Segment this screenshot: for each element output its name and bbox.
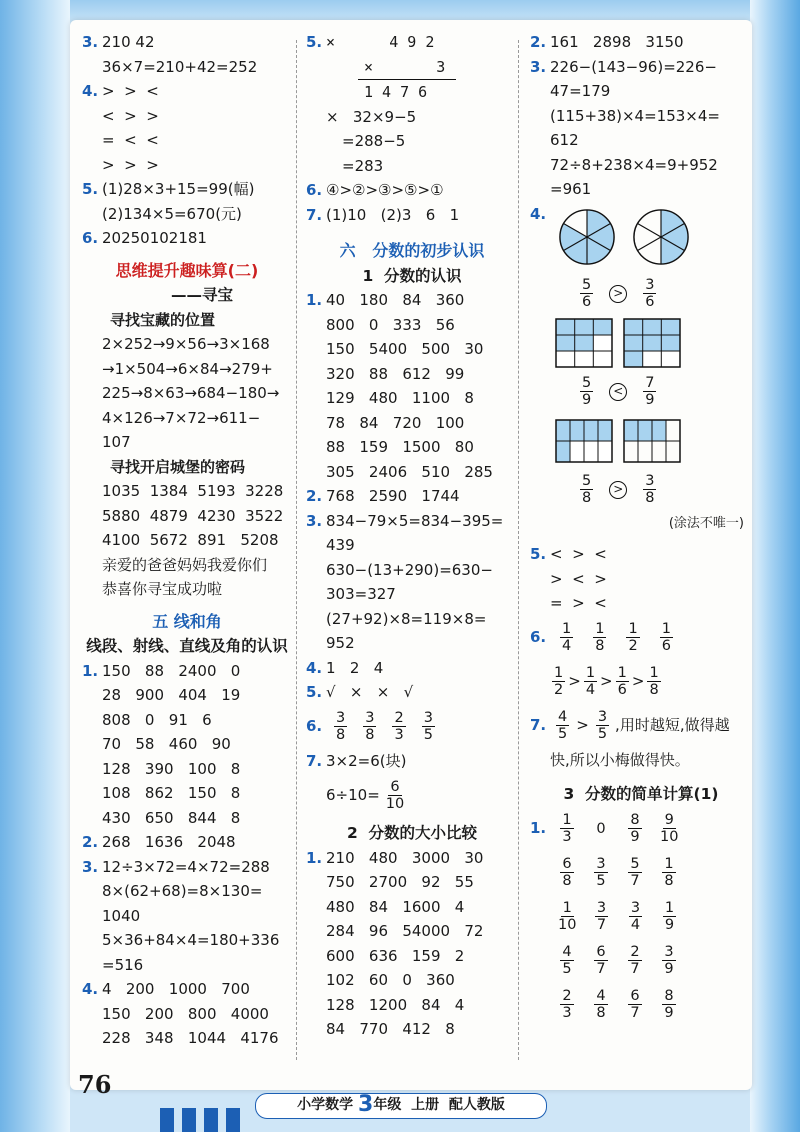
- denominator: 10: [558, 917, 577, 933]
- answer-text: 439: [326, 536, 355, 554]
- answer-text: 320 88 612 99: [326, 364, 465, 383]
- denominator: 7: [630, 1005, 640, 1021]
- answer-text: 225→8×63→684−180→: [102, 384, 280, 402]
- fraction: [626, 900, 644, 933]
- numerator: 6: [562, 856, 572, 872]
- item-number: 5.: [306, 33, 323, 51]
- item-number: 1.: [306, 848, 323, 867]
- fraction-row: [530, 807, 752, 851]
- fraction: [592, 900, 610, 933]
- answer-text: 834−79×5=834−395=: [326, 511, 504, 530]
- denominator: 5: [558, 726, 568, 742]
- fraction: [558, 856, 576, 889]
- fraction: [593, 621, 606, 654]
- fraction: [660, 812, 678, 845]
- denominator: 7: [596, 961, 606, 977]
- fraction-list: [326, 710, 443, 743]
- footer-grade: 年级: [373, 1097, 402, 1113]
- answer-text: 47=179: [550, 82, 611, 100]
- denominator: 8: [365, 727, 375, 743]
- section-subheading: 寻找宝藏的位置: [110, 310, 216, 329]
- numerator: 1: [562, 900, 572, 916]
- fraction-list: [550, 621, 683, 654]
- answer-text: 6÷10=: [326, 785, 380, 804]
- answer-text: 28 900 404 19: [102, 686, 241, 704]
- answer-text: 800 0 333 56: [326, 315, 455, 334]
- fraction: [558, 900, 576, 933]
- footer-grade-number: 3: [358, 1092, 374, 1117]
- answer-text: =516: [102, 955, 144, 974]
- fraction-ordering: [530, 660, 752, 704]
- numerator: 1: [562, 812, 572, 828]
- numerator: 3: [365, 710, 375, 726]
- fraction: [580, 375, 593, 408]
- fraction: [363, 710, 376, 743]
- comparison-symbol: >: [609, 285, 627, 303]
- numerator: 1: [554, 665, 564, 681]
- grid-ninths-shaded-5: [555, 318, 613, 368]
- numerator: 1: [664, 900, 675, 916]
- item-number: 7.: [306, 751, 323, 770]
- fraction: [596, 709, 609, 742]
- fraction: [643, 277, 656, 310]
- item-number: 2.: [530, 33, 547, 51]
- numerator: 1: [664, 856, 674, 872]
- numerator: 1: [595, 621, 605, 637]
- fraction: [660, 900, 678, 933]
- denominator: 8: [562, 873, 572, 889]
- footer-subject: 小学数学: [297, 1097, 354, 1113]
- fraction: [558, 812, 576, 845]
- numerator: 2: [562, 988, 572, 1004]
- fraction: [643, 375, 656, 408]
- denominator: 4: [585, 682, 596, 698]
- answer-text: (1)28×3+15=99(幅): [102, 180, 255, 198]
- answer-text: 161 2898 3150: [550, 33, 684, 51]
- denominator: 9: [645, 392, 655, 408]
- denominator: 9: [582, 392, 592, 408]
- right-border: [750, 0, 800, 1132]
- denominator: 8: [596, 1005, 606, 1021]
- numerator: 3: [597, 709, 608, 725]
- item-number: 2.: [82, 833, 99, 851]
- answer-text: 268 1636 2048: [102, 833, 236, 851]
- decorative-stripe: [226, 1108, 240, 1132]
- numerator: 2: [394, 710, 404, 726]
- item-number: 3.: [82, 33, 99, 51]
- circle-sixths-shaded-3: [632, 208, 690, 266]
- item-number: 4.: [82, 980, 99, 998]
- item-number: 6.: [530, 628, 547, 647]
- answer-text: =288−5: [342, 132, 406, 150]
- answer-text: 5×36+84×4=180+336: [102, 931, 280, 949]
- denominator: 4: [630, 917, 641, 933]
- denominator: 6: [645, 294, 655, 310]
- section-subheading: ——寻宝: [170, 286, 233, 304]
- unit-heading: 五 线和角: [152, 611, 222, 631]
- answer-text: 亲爱的爸爸妈妈我爱你们: [102, 555, 268, 574]
- item-number: 5.: [82, 180, 99, 198]
- comparison-symbol: >: [609, 481, 627, 499]
- comparison-symbol: >: [568, 672, 581, 691]
- numerator: 8: [630, 812, 640, 828]
- denominator: 8: [595, 638, 605, 654]
- answer-text: 3×2=6(块): [326, 751, 407, 770]
- item-number: 5.: [306, 683, 323, 701]
- decorative-stripe: [204, 1108, 218, 1132]
- numerator: 5: [582, 277, 592, 293]
- answer-text: 恭喜你寻宝成功啦: [102, 580, 223, 598]
- numerator: 1: [617, 665, 627, 681]
- answer-text: 612: [550, 131, 579, 149]
- answer-text: 305 2406 510 285: [326, 462, 493, 481]
- fraction: [560, 621, 573, 654]
- answer-text: 210 480 3000 30: [326, 848, 484, 867]
- answer-text: (2)134×5=670(元): [102, 204, 242, 223]
- comparison-symbol: >: [631, 672, 645, 691]
- numerator: 1: [661, 621, 671, 637]
- column-divider: [518, 40, 519, 1060]
- item-number: 4.: [82, 82, 99, 100]
- numerator: 4: [562, 944, 572, 960]
- answer-text: →1×504→6×84→279+: [102, 359, 273, 378]
- numerator: 3: [336, 710, 346, 726]
- numerator: 5: [630, 856, 640, 872]
- fraction-row: [530, 983, 752, 1027]
- answer-text: 8×(62+68)=8×130=: [102, 882, 263, 900]
- footer-term: 上册: [411, 1097, 440, 1113]
- fraction: [592, 856, 610, 889]
- numerator: 3: [596, 856, 606, 872]
- answer-text: 228 348 1044 4176: [102, 1029, 279, 1047]
- answer-text: =283: [342, 156, 384, 175]
- answer-text: 750 2700 92 55: [326, 873, 474, 891]
- footer-edition: 配人教版: [448, 1097, 505, 1113]
- denominator: 8: [649, 682, 659, 698]
- column-3: [530, 30, 752, 1027]
- denominator: 5: [597, 726, 608, 742]
- answer-text: 36×7=210+42=252: [102, 57, 258, 76]
- item-number: 6.: [306, 181, 323, 199]
- lesson-heading: 1 分数的认识: [362, 266, 462, 285]
- item-number: 7.: [306, 205, 323, 224]
- numerator: 3: [630, 900, 641, 916]
- circle-sixths-shaded-5: [558, 208, 616, 266]
- column-2: [306, 30, 518, 1042]
- denominator: 8: [582, 490, 592, 506]
- answer-text: 72÷8+238×4=9+952: [550, 155, 718, 174]
- answer-text: < > <: [550, 545, 607, 563]
- numerator: 4: [558, 709, 568, 725]
- numerator: 6: [630, 988, 640, 1004]
- item-number: 5.: [530, 545, 547, 563]
- numerator: 1: [628, 621, 638, 637]
- item-number: 3.: [306, 511, 323, 530]
- numerator: 1: [585, 665, 596, 681]
- answer-text: 808 0 91 6: [102, 710, 212, 729]
- answer-text: 150 5400 500 30: [326, 340, 484, 358]
- denominator: 6: [661, 638, 671, 654]
- answer-text: = > <: [550, 594, 607, 612]
- item-number: 4.: [306, 658, 323, 677]
- section-subheading: 寻找开启城堡的密码: [110, 457, 246, 476]
- fraction-comparison: [530, 370, 752, 414]
- answer-text: 4×126→7×72→611−: [102, 408, 261, 427]
- denominator: 2: [554, 682, 564, 698]
- fraction: [386, 779, 404, 812]
- fraction: [592, 988, 610, 1021]
- fraction-row: [530, 895, 752, 939]
- fraction: [552, 665, 565, 698]
- answer-text: 4 200 1000 700: [102, 980, 250, 998]
- fraction-comparison: [530, 468, 752, 512]
- answer-text: 108 862 150 8: [102, 784, 241, 802]
- answer-text: 20250102181: [102, 229, 207, 247]
- section-heading: 思维提升趣味算(二): [115, 260, 259, 280]
- answer-text: 107: [102, 433, 131, 451]
- denominator: 8: [664, 873, 674, 889]
- answer-text: 284 96 54000 72: [326, 922, 484, 940]
- fraction: [422, 710, 435, 743]
- answer-text: 70 58 460 90: [102, 735, 231, 753]
- item-number: 4.: [530, 204, 547, 223]
- numerator: 3: [664, 944, 674, 960]
- denominator: 10: [385, 795, 405, 812]
- answer-text: 1040: [102, 906, 141, 925]
- denominator: 9: [664, 961, 674, 977]
- item-number: 1.: [306, 291, 323, 309]
- fraction-row: [530, 939, 752, 983]
- grid-eighths-shaded-5: [555, 419, 613, 463]
- answer-text: 430 650 844 8: [102, 808, 241, 827]
- answer-text: > < >: [550, 569, 607, 588]
- fraction: [660, 988, 678, 1021]
- denominator: 6: [617, 682, 627, 698]
- item-number: 6.: [82, 229, 99, 247]
- decorative-stripe: [160, 1108, 174, 1132]
- denominator: 10: [660, 829, 679, 845]
- fraction: [626, 988, 644, 1021]
- fraction: [660, 621, 673, 654]
- answer-text: 2×252→9×56→3×168: [102, 335, 270, 353]
- numerator: 3: [423, 710, 433, 726]
- multiplier-line: × 3: [364, 57, 446, 76]
- answer-text: > > >: [102, 155, 159, 174]
- grid-eighths-shaded-3: [623, 419, 681, 463]
- answer-text: 226−(143−96)=226−: [550, 57, 717, 76]
- fraction: [626, 944, 644, 977]
- answer-text: (115+38)×4=153×4=: [550, 106, 720, 125]
- left-border: [0, 0, 70, 1132]
- fraction: [558, 988, 576, 1021]
- item-number: 1.: [530, 819, 547, 838]
- fraction: 0: [596, 820, 606, 837]
- footer-banner: [255, 1093, 547, 1119]
- fraction: [643, 473, 656, 506]
- fraction: [580, 277, 593, 310]
- item-number: 1.: [82, 661, 99, 680]
- denominator: 5: [562, 961, 572, 977]
- answer-text: < > >: [102, 106, 159, 125]
- item-number: 7.: [530, 716, 547, 735]
- numerator: 1: [562, 621, 572, 637]
- comparison-symbol: <: [609, 383, 627, 401]
- answer-text: 150 200 800 4000: [102, 1004, 269, 1023]
- denominator: 9: [664, 917, 675, 933]
- denominator: 3: [562, 1005, 572, 1021]
- answer-text: 1 2 4: [326, 658, 384, 677]
- fraction: [380, 779, 410, 812]
- item-number: 6.: [306, 717, 323, 736]
- lesson-heading: 3 分数的简单计算(1): [563, 785, 719, 803]
- denominator: 7: [596, 917, 607, 933]
- fraction: [392, 710, 405, 743]
- note-text: (涂法不唯一): [668, 515, 744, 531]
- answer-text: = < <: [102, 131, 159, 149]
- numerator: 3: [645, 473, 655, 489]
- denominator: 9: [630, 829, 640, 845]
- numerator: 6: [596, 944, 606, 960]
- answer-text: ,用时越短,做得越: [615, 716, 730, 735]
- comparison-symbol: >: [600, 672, 613, 691]
- fraction: [584, 665, 597, 698]
- numerator: 5: [582, 473, 592, 489]
- answer-text: 88 159 1500 80: [326, 438, 474, 456]
- fraction-row: [530, 851, 752, 895]
- fraction: [626, 621, 639, 654]
- answer-text: (1)10 (2)3 6 1: [326, 205, 460, 224]
- answer-text: 78 84 720 100: [326, 413, 465, 432]
- fraction-answer-grid: [530, 807, 752, 1027]
- answer-text: 84 770 412 8: [326, 1020, 455, 1038]
- fraction: [626, 856, 644, 889]
- numerator: 2: [630, 944, 640, 960]
- numerator: 5: [582, 375, 592, 391]
- answer-text: 630−(13+290)=630−: [326, 560, 493, 579]
- page-number: 76: [78, 1070, 112, 1099]
- answer-text: 210 42: [102, 33, 155, 51]
- answer-text: 4100 5672 891 5208: [102, 531, 279, 549]
- item-number: 3.: [82, 857, 99, 876]
- item-number: 3.: [530, 57, 547, 76]
- numerator: 3: [645, 277, 655, 293]
- answer-text: × 4 9 2: [326, 33, 435, 51]
- numerator: 7: [645, 375, 655, 391]
- fraction: [660, 856, 678, 889]
- denominator: 7: [630, 873, 640, 889]
- denominator: 5: [423, 727, 433, 743]
- lesson-heading: 2 分数的大小比较: [346, 824, 478, 842]
- answer-text: 1035 1384 5193 3228: [102, 482, 284, 500]
- answer-text: 快,所以小梅做得快。: [550, 750, 690, 769]
- answer-text: 952: [326, 634, 355, 652]
- answer-text: 150 88 2400 0: [102, 661, 241, 680]
- answer-text: 5880 4879 4230 3522: [102, 506, 284, 525]
- answer-text: =961: [550, 180, 592, 198]
- denominator: 3: [562, 829, 572, 845]
- comparison-symbol: >: [576, 716, 589, 734]
- fraction: [660, 944, 678, 977]
- fraction: [556, 709, 569, 742]
- numerator: 1: [649, 665, 659, 681]
- unit-heading: 六 分数的初步认识: [339, 241, 485, 260]
- numerator: 4: [596, 988, 606, 1004]
- answer-text: 600 636 159 2: [326, 946, 465, 965]
- numerator: 8: [664, 988, 674, 1004]
- answer-text: 12÷3×72=4×72=288: [102, 857, 270, 876]
- fraction-comparison: [550, 709, 615, 742]
- denominator: 8: [336, 727, 346, 743]
- denominator: 6: [582, 294, 592, 310]
- column-divider: [296, 40, 297, 1060]
- column-1: [82, 30, 292, 1051]
- numerator: 6: [390, 778, 400, 795]
- answer-text: 102 60 0 360: [326, 971, 455, 989]
- answer-text: 768 2590 1744: [326, 487, 460, 505]
- fraction: [626, 812, 644, 845]
- answer-text: √ × × √: [326, 683, 414, 701]
- lesson-heading: 线段、射线、直线及角的认识: [86, 637, 288, 655]
- answer-text: > > <: [102, 82, 159, 100]
- denominator: 4: [562, 638, 572, 654]
- answer-text: ④>②>③>⑤>①: [326, 181, 444, 199]
- answer-text: 129 480 1100 8: [326, 389, 474, 407]
- fraction: [580, 473, 593, 506]
- numerator: 9: [664, 812, 674, 828]
- answer-text: × 32×9−5: [326, 107, 417, 126]
- denominator: 9: [664, 1005, 674, 1021]
- answer-text: 303=327: [326, 585, 396, 603]
- product-line: 1 4 7 6: [358, 79, 456, 105]
- answer-text: 128 1200 84 4: [326, 995, 465, 1014]
- answer-text: 40 180 84 360: [326, 291, 465, 309]
- denominator: 8: [645, 490, 655, 506]
- answer-text: 480 84 1600 4: [326, 897, 465, 916]
- denominator: 2: [628, 638, 638, 654]
- fraction: [647, 665, 660, 698]
- fraction-comparison: [530, 272, 752, 316]
- fraction: [334, 710, 347, 743]
- answer-text: (27+92)×8=119×8=: [326, 609, 487, 628]
- answer-text: 128 390 100 8: [102, 759, 241, 778]
- denominator: 3: [394, 727, 404, 743]
- fraction: [592, 944, 610, 977]
- fraction: [558, 944, 576, 977]
- item-number: 2.: [306, 487, 323, 505]
- grid-ninths-shaded-7: [623, 318, 681, 368]
- fraction: [616, 665, 629, 698]
- decorative-stripe: [182, 1108, 196, 1132]
- denominator: 5: [596, 873, 606, 889]
- numerator: 3: [596, 900, 607, 916]
- denominator: 7: [630, 961, 640, 977]
